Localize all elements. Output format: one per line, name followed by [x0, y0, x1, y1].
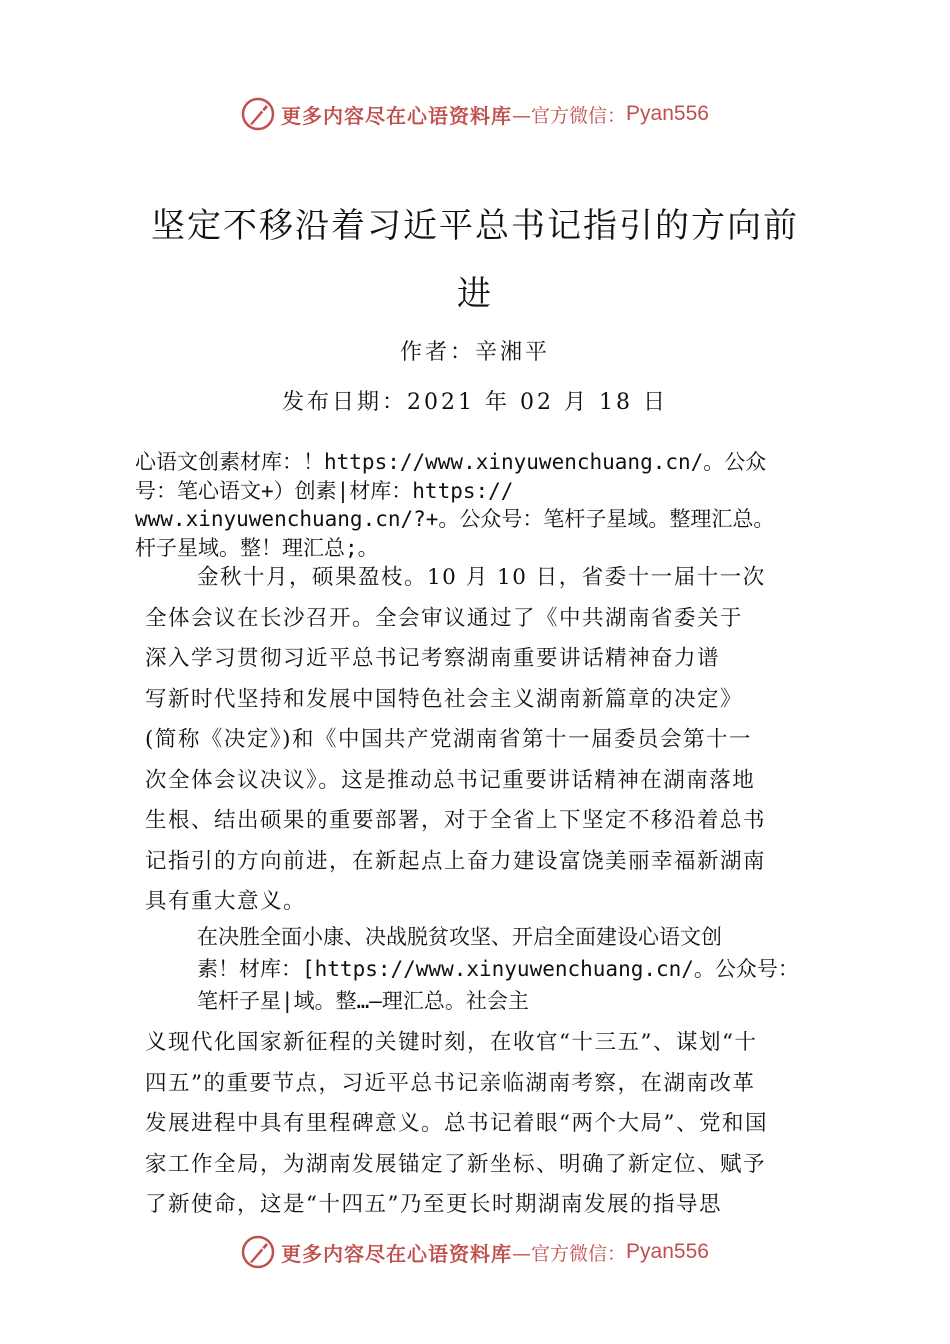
text-line: 次全体会议决议》。这是推动总书记重要讲话精神在湖南落地: [145, 767, 756, 793]
quill-logo-icon: [241, 1235, 275, 1269]
banner-label: —官方微信：: [512, 1242, 627, 1265]
text-line: 全体会议在长沙召开。全会审议通过了《中共湖南省委关于: [145, 605, 744, 631]
page-title: 坚定不移沿着习近平总书记指引的方向前: [151, 206, 799, 246]
text-line: 生根、结出硕果的重要部署，对于全省上下坚定不移沿着总书: [145, 808, 767, 833]
page-title-continued: 进: [457, 274, 493, 314]
source-line: www.xinyuwenchuang.cn/?+。公众号：笔杆子星域。整理汇总。: [135, 507, 775, 531]
author-line: 作者：辛湘平: [399, 340, 550, 365]
text-line: 四五”的重要节点，习近平总书记亲临湖南考察，在湖南改革: [145, 1070, 756, 1096]
text-line: 具有重大意义。: [145, 889, 307, 914]
source-line: 杆子星域。整！理汇总;。: [135, 535, 379, 560]
text-line: 记指引的方向前进，在新起点上奋力建设富饶美丽幸福新湖南: [145, 848, 767, 874]
body-paragraph-1: [145, 558, 835, 923]
footer-banner: [0, 1230, 950, 1274]
source-line: 心语文创素材库：！https://www.xinyuwenchuang.cn/。公众: [135, 450, 767, 474]
banner-title: 更多内容尽在心语资料库: [281, 1241, 513, 1266]
body-paragraph-2: [145, 1023, 835, 1226]
banner-wechat-id: Pyan556: [626, 1240, 709, 1263]
text-line: 在决胜全面小康、决战脱贫攻坚、开启全面建设心语文创: [197, 925, 722, 949]
quill-logo-icon: [241, 97, 275, 131]
text-line: 了新使命，这是“十四五”乃至更长时期湖南发展的指导思: [145, 1192, 722, 1217]
text-line: 笔杆子星|域。整…—理汇总。社会主: [197, 989, 529, 1013]
inline-source-block: [197, 921, 857, 1017]
source-line: 号：笔心语文+）创素|材库：https://: [135, 478, 514, 503]
text-line: 义现代化国家新征程的关键时刻，在收官“十三五”、谋划“十: [145, 1030, 758, 1055]
banner-title: 更多内容尽在心语资料库: [281, 103, 513, 128]
text-line: 深入学习贯彻习近平总书记考察湖南重要讲话精神奋力谱: [145, 646, 721, 671]
text-line: 家工作全局，为湖南发展锚定了新坐标、明确了新定位、赋予: [145, 1151, 767, 1177]
publish-date: 发布日期：2021 年 02 月 18 日: [282, 390, 668, 415]
header-banner: [0, 92, 950, 136]
text-line: 金秋十月，硕果盈枝。10 月 10 日，省委十一届十一次: [197, 565, 766, 590]
text-line: 写新时代坚持和发展中国特色社会主义湖南新篇章的决定》: [145, 686, 744, 712]
text-line: 素！材库：[https://www.xinyuwenchuang.cn/。公众号：: [197, 957, 799, 981]
banner-wechat-id: Pyan556: [626, 102, 709, 125]
banner-label: —官方微信：: [512, 104, 627, 127]
text-line: 发展进程中具有里程碑意义。总书记着眼“两个大局”、党和国: [145, 1111, 768, 1136]
text-line: (简称《决定》)和《中国共产党湖南省第十一届委员会第十一: [145, 727, 753, 752]
source-watermark-block: [135, 448, 855, 562]
